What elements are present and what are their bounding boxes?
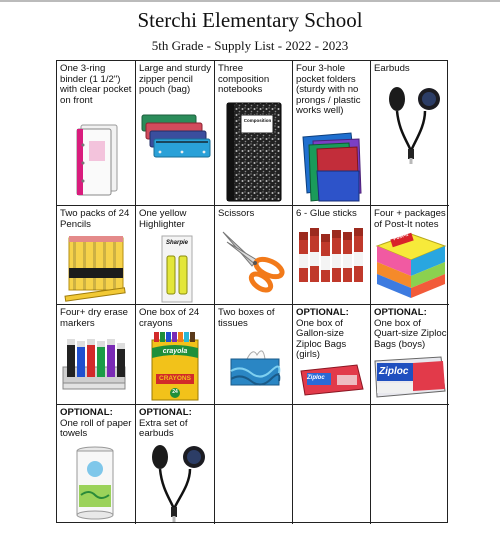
- optional-tag: OPTIONAL:: [374, 307, 427, 318]
- item-text: Two boxes of tissues: [218, 307, 275, 329]
- notebook-cover-label: Composition: [243, 118, 272, 123]
- pencils-icon: [63, 232, 129, 304]
- paper-towels-icon: [73, 445, 117, 521]
- empty-cell: [215, 405, 293, 524]
- item-text: One box of Gallon-size Ziploc Bags (girls): [296, 317, 347, 361]
- post-it-brand: Post-it: [392, 231, 410, 243]
- supply-item-paper-towels: [57, 405, 136, 524]
- glue-sticks-icon: [297, 224, 369, 286]
- dry-erase-markers-icon: [61, 337, 133, 399]
- optional-tag: OPTIONAL:: [139, 407, 192, 418]
- supply-item-composition-notebooks: [215, 61, 293, 206]
- top-rule: [0, 0, 500, 2]
- supply-item-pocket-folders: [293, 61, 371, 206]
- empty-cell: [293, 405, 371, 524]
- supply-item-binder: [57, 61, 136, 206]
- item-text: Four 3-hole pocket folders (sturdy with no prongs / plastic works well): [296, 63, 361, 117]
- supply-item-scissors: [215, 206, 293, 305]
- supply-item-gallon-ziploc: [293, 305, 371, 405]
- earbuds-icon: [379, 81, 445, 165]
- empty-cell: [371, 405, 449, 524]
- item-text: Three composition notebooks: [218, 63, 270, 96]
- supply-item-pencil-pouch: [136, 61, 215, 206]
- quart-ziploc-icon: [373, 355, 447, 399]
- pencil-pouch-icon: [140, 111, 212, 169]
- item-text: One roll of paper towels: [60, 417, 132, 440]
- item-text: One yellow Highlighter: [139, 208, 187, 230]
- supply-item-quart-ziploc: [371, 305, 449, 405]
- composition-notebook-icon: [223, 101, 285, 203]
- item-text: Large and sturdy zipper pencil pouch (bag): [139, 63, 211, 96]
- binder-icon: [71, 121, 123, 199]
- optional-tag: OPTIONAL:: [60, 407, 113, 418]
- item-text: Two packs of 24 Pencils: [60, 208, 130, 230]
- post-it-notes-icon: [375, 228, 447, 302]
- scissors-icon: [219, 228, 291, 294]
- quart-ziploc-brand: Ziploc: [379, 366, 409, 377]
- supply-item-extra-earbuds: [136, 405, 215, 524]
- supply-item-earbuds: [371, 61, 449, 206]
- supply-item-glue-sticks: [293, 206, 371, 305]
- crayon-count: 24: [172, 389, 178, 395]
- supply-item-highlighter: [136, 206, 215, 305]
- page-title: Sterchi Elementary School: [137, 8, 363, 32]
- supply-item-pencils: [57, 206, 136, 305]
- item-text: Four+ dry erase markers: [60, 307, 128, 329]
- item-text: One 3-ring binder (1 1/2") with clear pocket on front: [60, 63, 132, 106]
- supply-item-post-it-notes: [371, 206, 449, 305]
- item-text: Scissors: [218, 208, 255, 219]
- crayon-brand: crayola: [162, 348, 188, 355]
- item-text: One box of 24 crayons: [139, 307, 200, 329]
- crayon-product: CRAYONS: [159, 375, 191, 382]
- pocket-folders-icon: [299, 131, 365, 203]
- item-text: One box of Quart-size Ziploc Bags (boys): [374, 317, 447, 350]
- earbuds-icon: [142, 439, 210, 523]
- tissues-icon: [227, 347, 283, 389]
- gallon-ziploc-brand: Ziploc: [307, 375, 325, 381]
- page-subtitle: 5th Grade - Supply List - 2022 - 2023: [151, 38, 349, 53]
- supply-grid: [56, 60, 448, 523]
- supply-item-crayons: [136, 305, 215, 405]
- supply-item-tissues: [215, 305, 293, 405]
- supply-item-dry-erase-markers: [57, 305, 136, 405]
- optional-tag: OPTIONAL:: [296, 307, 349, 318]
- item-text: Extra set of earbuds: [139, 417, 188, 440]
- item-text: Earbuds: [374, 63, 410, 74]
- highlighter-brand: Sharpie: [165, 240, 188, 246]
- item-text: Four + packages of Post-It notes: [374, 208, 446, 230]
- item-text: 6 - Glue sticks: [296, 208, 357, 219]
